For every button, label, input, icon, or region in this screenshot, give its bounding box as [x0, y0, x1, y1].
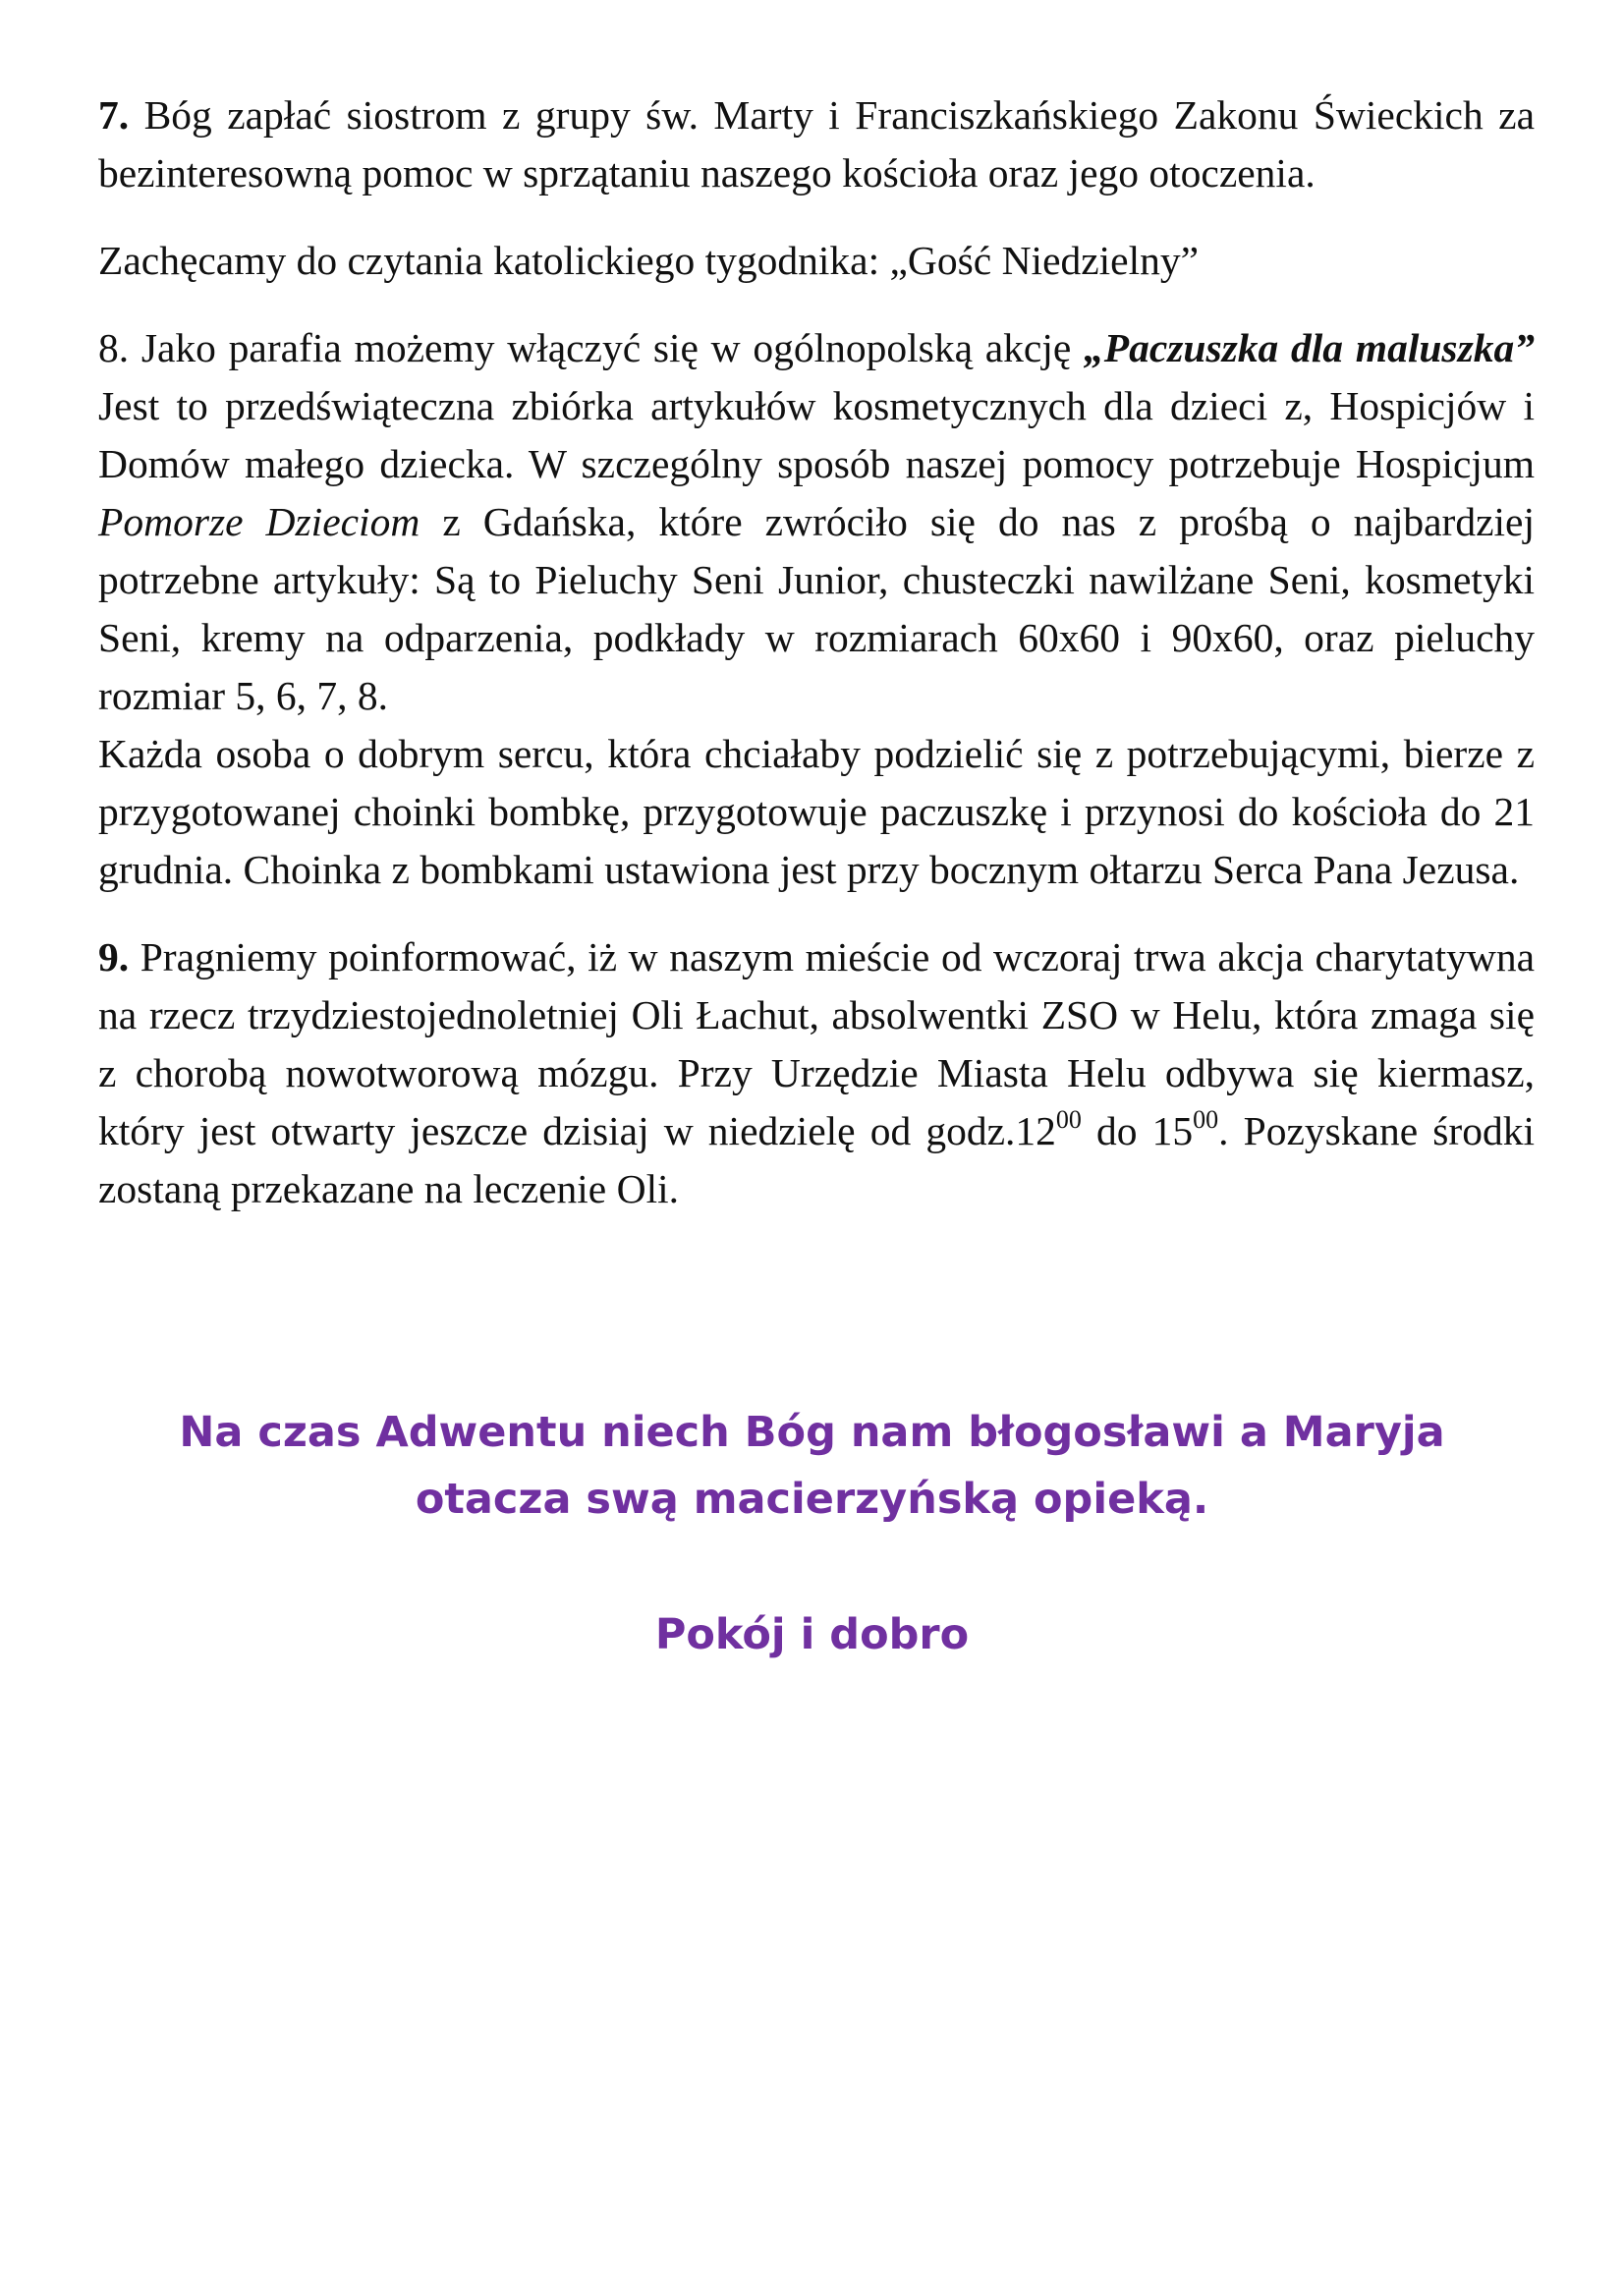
announcement-text: Jest to przedświąteczna zbiórka artykułów kosmetycznych dla dzieci z, Hospicjów i Domów małego dziecka. W szczególny sposób naszej pomocy potrzebuje Hospicjum: [98, 383, 1535, 486]
peace-and-good: Pokój i dobro: [654, 1610, 970, 1659]
announcement-text: 8. Jako parafia możemy włączyć się w ogólnopolską akcję: [98, 325, 1084, 370]
announcement-8-continued: Każda osoba o dobrym sercu, która chciałaby podzielić się z potrzebującymi, bierze z przygotowanej choinki bombkę, przygotowuje paczuszkę i przynosi do kościoła do 21 grudnia. Choinka z bombkami ustawiona jest przy bocznym ołtarzu Serca Pana Jezusa.: [98, 731, 1535, 892]
blessing-line-2: otacza swą macierzyńską opieką.: [415, 1475, 1209, 1524]
announcement-text: Bóg zapłać siostrom z grupy św. Marty i Franciszkańskiego Zakonu Świeckich za bezinteresowną pomoc w sprzątaniu naszego kościoła oraz jego otoczenia.: [98, 92, 1535, 196]
announcement-8: [98, 319, 1535, 725]
time-start-minutes: 00: [1055, 1105, 1082, 1134]
announcement-number: 7.: [98, 92, 130, 138]
announcement-text: Pragniemy poinformować, iż w naszym mieście od wczoraj trwa akcja charytatywna na rzecz trzydziestojednoletniej Oli Łachut, absolwentki ZSO w Helu, która zmaga się z chorobą nowotworową mózgu. Przy Urzędzie Miasta Helu odbywa się kiermasz, który jest otwarty jeszcze dzisiaj w niedzielę od godz.: [98, 934, 1535, 1153]
announcement-7: [98, 86, 1535, 202]
hospice-name: Pomorze Dzieciom: [98, 499, 420, 544]
bulletin-page: [98, 86, 1535, 1218]
announcement-text: z Gdańska, które zwróciło się do nas z prośbą o najbardziej potrzebne artykuły: Są to Pieluchy Seni Junior, chusteczki nawilżane Seni, kosmetyki Seni, kremy na odparzenia, podkłady w rozmiarach 60x60 i 90x60, oraz pieluchy rozmiar 5, 6, 7, 8.: [98, 499, 1535, 718]
announcement-number: 9.: [98, 934, 130, 980]
announcement-text: . Pozyskane środki zostaną przekazane na leczenie Oli.: [98, 1108, 1535, 1211]
announcement-text: do: [1081, 1108, 1152, 1153]
announcement-9: [98, 928, 1535, 1218]
time-end-minutes: 00: [1193, 1105, 1219, 1134]
time-end: 15: [1151, 1108, 1194, 1153]
blessing-line-1: Na czas Adwentu niech Bóg nam błogosławi a Maryja: [179, 1408, 1445, 1457]
newspaper-invite: Zachęcamy do czytania katolickiego tygodnika: „Gość Niedzielny”: [98, 238, 1200, 283]
time-start: 12: [1015, 1108, 1056, 1153]
campaign-name: „Paczuszka dla maluszka”: [1084, 325, 1535, 370]
advent-blessing: [0, 1399, 1624, 1533]
